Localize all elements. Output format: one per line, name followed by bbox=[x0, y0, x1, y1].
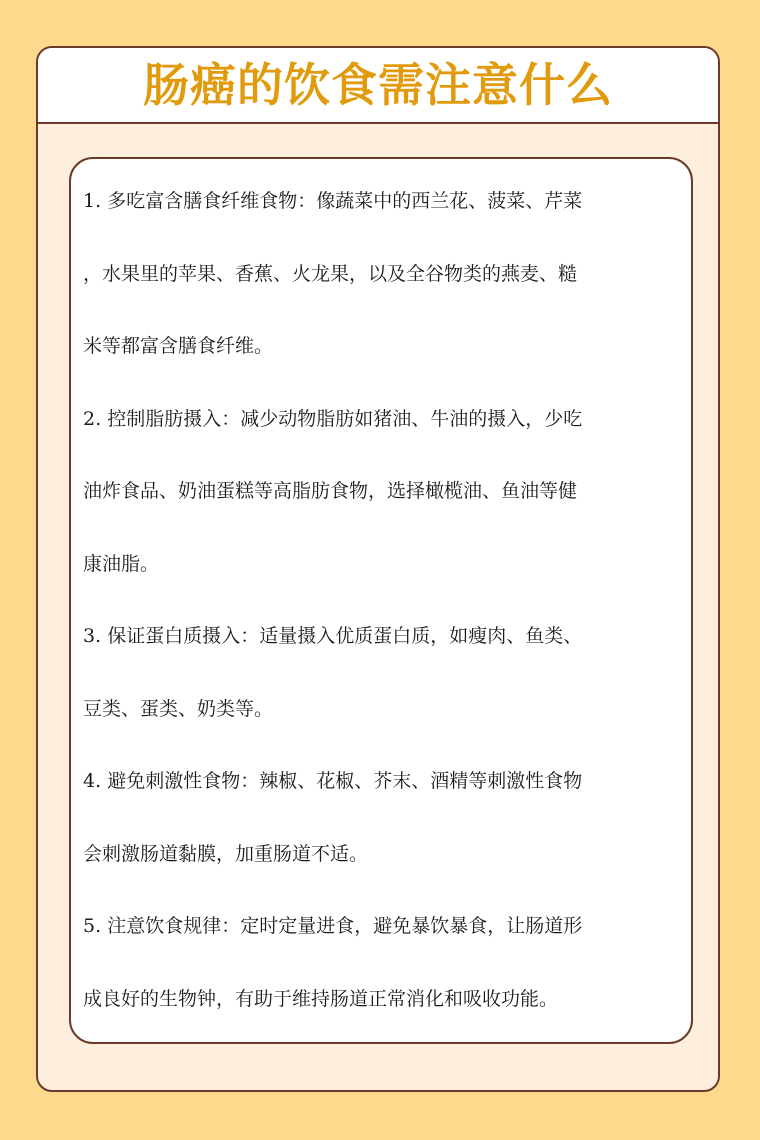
item-number: 2. bbox=[83, 407, 102, 430]
page-title: 肠癌的饮食需注意什么 bbox=[143, 58, 613, 112]
text-line-5 bbox=[83, 455, 683, 528]
line-text: 多吃富含膳食纤维食物：像蔬菜中的西兰花、菠菜、芹菜 bbox=[107, 190, 583, 212]
content-box bbox=[69, 157, 693, 1044]
line-text: 避免刺激性食物：辣椒、花椒、芥末、酒精等刺激性食物 bbox=[107, 770, 583, 792]
item-number: 5. bbox=[83, 915, 102, 937]
line-text: 米等都富含膳食纤维。 bbox=[83, 335, 274, 357]
card-header bbox=[38, 48, 718, 124]
text-line-9 bbox=[83, 745, 683, 818]
item-number: 1. bbox=[83, 190, 102, 212]
text-line-4 bbox=[83, 383, 683, 456]
line-text: 成良好的生物钟，有助于维持肠道正常消化和吸收功能。 bbox=[83, 987, 559, 1010]
text-line-3 bbox=[83, 310, 683, 383]
line-text: 油炸食品、奶油蛋糕等高脂肪食物，选择橄榄油、鱼油等健 bbox=[83, 480, 578, 502]
item-number: 4. bbox=[83, 770, 102, 792]
text-line-1 bbox=[83, 165, 683, 238]
content-text bbox=[83, 165, 683, 1035]
text-line-6 bbox=[83, 528, 683, 601]
text-line-12 bbox=[83, 963, 683, 1036]
line-text: 会刺激肠道黏膜，加重肠道不适。 bbox=[83, 842, 369, 865]
line-text: 控制脂肪摄入：减少动物脂肪如猪油、牛油的摄入，少吃 bbox=[107, 407, 583, 430]
line-text: ，水果里的苹果、香蕉、火龙果，以及全谷物类的燕麦、糙 bbox=[83, 262, 578, 285]
text-line-8 bbox=[83, 673, 683, 746]
line-text: 康油脂。 bbox=[83, 552, 160, 575]
line-text: 注意饮食规律：定时定量进食，避免暴饮暴食，让肠道形 bbox=[107, 915, 583, 937]
line-text: 保证蛋白质摄入：适量摄入优质蛋白质，如瘦肉、鱼类、 bbox=[107, 625, 583, 647]
text-line-7 bbox=[83, 600, 683, 673]
text-line-10 bbox=[83, 818, 683, 891]
text-line-11 bbox=[83, 890, 683, 963]
line-text: 豆类、蛋类、奶类等。 bbox=[83, 697, 274, 720]
text-line-2 bbox=[83, 238, 683, 311]
item-number: 3. bbox=[83, 625, 102, 647]
info-card bbox=[36, 46, 720, 1092]
